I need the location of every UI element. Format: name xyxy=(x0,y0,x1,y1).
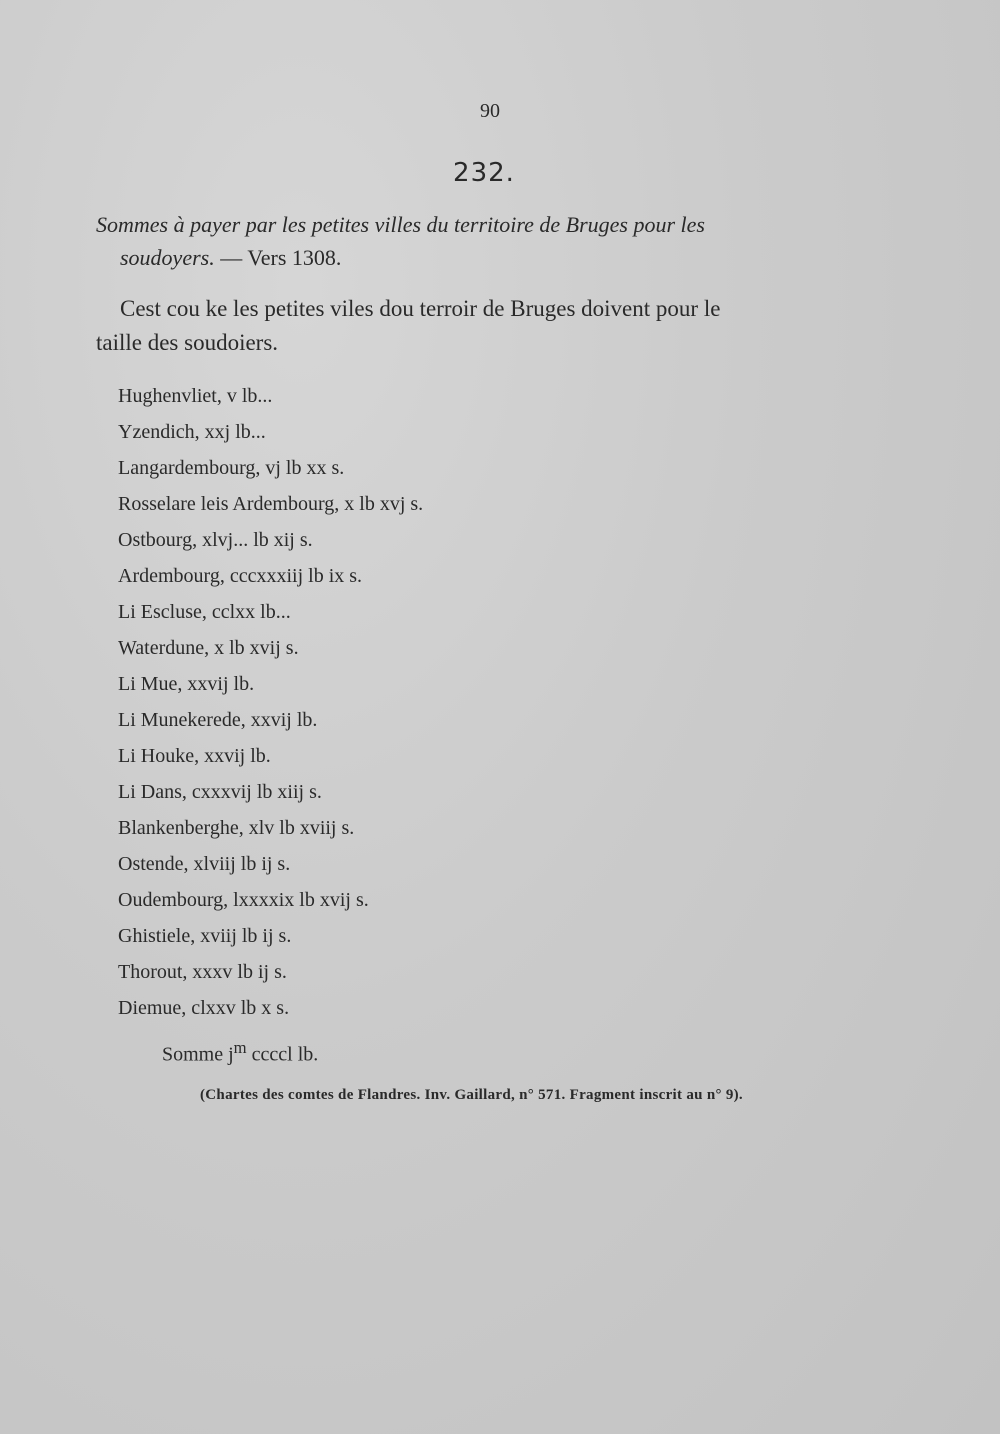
title-date: — Vers 1308. xyxy=(214,245,342,270)
list-item: Diemue, clxxv lb x s. xyxy=(118,997,290,1019)
page-number: 90 xyxy=(480,100,500,122)
list-item: Waterdune, x lb xvij s. xyxy=(118,637,299,659)
list-item: Rosselare leis Ardembourg, x lb xvj s. xyxy=(118,493,424,515)
list-item: Thorout, xxxv lb ij s. xyxy=(118,961,287,983)
list-item: Ardembourg, cccxxxiij lb ix s. xyxy=(118,565,363,587)
list-item: Li Dans, cxxxvij lb xiij s. xyxy=(118,781,322,803)
document-title xyxy=(96,208,896,274)
list-item: Li Munekerede, xxvij lb. xyxy=(118,709,318,731)
list-item: Li Mue, xxvij lb. xyxy=(118,673,255,695)
list-item: Oudembourg, lxxxxix lb xvij s. xyxy=(118,889,369,911)
total-amount: ccccl lb. xyxy=(246,1043,319,1066)
list-item: Ostende, xlviij lb ij s. xyxy=(118,853,291,875)
document-number: 232. xyxy=(453,158,515,188)
intro-paragraph xyxy=(96,292,896,360)
list-item: Blankenberghe, xlv lb xviij s. xyxy=(118,817,355,839)
list-item: Ghistiele, xviij lb ij s. xyxy=(118,925,292,947)
title-line-2 xyxy=(96,241,896,274)
total-line xyxy=(162,1030,318,1073)
list-item: Ostbourg, xlvj... lb xij s. xyxy=(118,529,313,551)
title-text-line-2: soudoyers. xyxy=(120,245,215,270)
intro-line-2: taille des soudoiers. xyxy=(96,330,279,355)
source-citation: (Chartes des comtes de Flandres. Inv. Gaillard, n° 571. Fragment inscrit au n° 9). xyxy=(200,1087,743,1103)
town-list xyxy=(118,378,718,1026)
total-label: Somme j xyxy=(162,1043,234,1066)
total-superscript: m xyxy=(233,1038,247,1057)
list-item: Hughenvliet, v lb... xyxy=(118,385,273,407)
title-text-line-1: Sommes à payer par les petites villes du territoire de Bruges pour les xyxy=(96,212,705,237)
list-item: Yzendich, xxj lb... xyxy=(118,421,266,443)
list-item: Li Houke, xxvij lb. xyxy=(118,745,271,767)
intro-line-1: Cest cou ke les petites viles dou terroir de Bruges doivent pour le xyxy=(120,296,721,321)
list-item: Langardembourg, vj lb xx s. xyxy=(118,457,345,479)
list-item: Li Escluse, cclxx lb... xyxy=(118,601,291,623)
